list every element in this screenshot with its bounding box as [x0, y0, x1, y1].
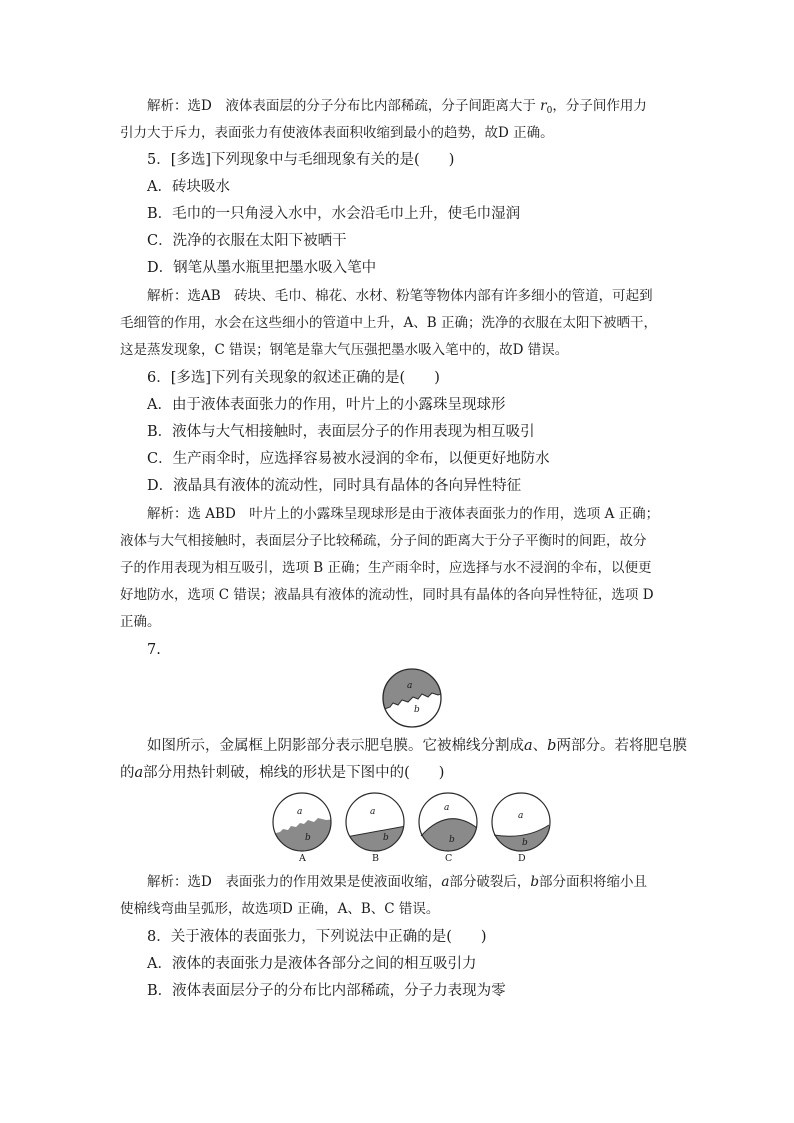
symbol-a: a	[134, 765, 144, 781]
q5-stem: 5．[多选]下列现象中与毛细现象有关的是( )	[147, 152, 455, 168]
q4-analysis-line-1	[147, 96, 707, 121]
q6-analysis-line-4: 好地防水，选项 C 错误；液晶具有液体的流动性，同时具有晶体的各向异性特征，选项 D	[120, 587, 654, 603]
q7-soap-film-figure	[380, 666, 444, 730]
q7-stem-text: 部分用热针刺破，棉线的形状是下图中的( )	[143, 765, 445, 781]
q7-stem-line-1	[147, 736, 707, 756]
q4-analysis-line-2: 引力大于斥力，表面张力有使液体表面积收缩到最小的趋势，故D 正确。	[120, 125, 554, 141]
option-a-figure	[268, 793, 336, 864]
option-b-label-b: b	[383, 833, 389, 843]
q4-analysis-text: 解析：选D 液体表面层的分子分布比内部稀疏，分子间距离大于	[147, 98, 536, 114]
q5-analysis-line-2: 毛细管的作用，水会在这些细小的管道中上升，A、B 正确；洗净的衣服在太阳下被晒干，	[120, 315, 657, 331]
option-b-figure	[346, 793, 408, 864]
option-a-label-a: a	[297, 807, 303, 817]
separator: 、	[532, 738, 548, 754]
option-d-figure	[490, 793, 554, 864]
r0-symbol: r	[540, 98, 547, 114]
q5-option-c: C．洗净的衣服在太阳下被晒干	[147, 233, 347, 249]
q6-analysis-line-5: 正确。	[120, 614, 161, 630]
label-a: a	[407, 681, 413, 691]
q7-analysis-text: 部分面积将缩小且	[539, 874, 648, 890]
q5-analysis-line-1: 解析：选AB 砖块、毛巾、棉花、水材、粉笔等物体内部有许多细小的管道，可起到	[147, 288, 653, 304]
q7-analysis-line-2: 使棉线弯曲呈弧形，故选项D 正确，A、B、C 错误。	[120, 901, 440, 917]
q7-options-figure	[268, 790, 568, 866]
q5-option-a: A．砖块吸水	[147, 179, 230, 195]
q7-stem-text: 如图所示，金属框上阴影部分表示肥皂膜。它被棉线分割成	[147, 738, 524, 754]
option-c-label-a: a	[444, 803, 450, 813]
option-a-caption: A	[299, 853, 306, 864]
q7-analysis-text: 部分破裂后，	[449, 874, 531, 890]
option-d-label-b: b	[522, 838, 528, 848]
q6-analysis-line-3: 子的作用表现为相互吸引，选项 B 正确；生产雨伞时，应选择与水不浸润的伞布，以便更	[120, 560, 652, 576]
q5-option-d: D．钢笔从墨水瓶里把墨水吸入笔中	[147, 260, 377, 276]
q6-analysis-line-1: 解析：选 ABD 叶片上的小露珠呈现球形是由于液体表面张力的作用，选项 A 正确；	[147, 506, 660, 522]
q4-analysis-text: ，分子间作用力	[552, 98, 647, 114]
option-d-caption: D	[518, 853, 526, 864]
q6-option-d: D．液晶具有液体的流动性，同时具有晶体的各向异性特征	[147, 478, 522, 494]
q6-stem: 6．[多选]下列有关现象的叙述正确的是( )	[147, 370, 440, 386]
q7-analysis-text: 解析：选D 表面张力的作用效果是使液面收缩，	[147, 874, 442, 890]
q7-analysis-line-1	[147, 872, 707, 892]
q8-option-b: B．液体表面层分子的分布比内部稀疏，分子力表现为零	[147, 983, 506, 999]
option-d-label-a: a	[518, 811, 524, 821]
q7-stem-text: 两部分。若将肥皂膜	[556, 738, 687, 754]
q6-option-c: C．生产雨伞时，应选择容易被水浸润的伞布，以便更好地防水	[147, 451, 550, 467]
q7-number: 7.	[147, 642, 161, 658]
symbol-b: b	[530, 874, 540, 890]
option-b-caption: B	[372, 853, 379, 864]
label-b: b	[414, 705, 420, 715]
r0-subscript: 0	[546, 106, 553, 116]
option-c-figure	[418, 793, 480, 864]
q8-stem: 8．关于液体的表面张力，下列说法中正确的是( )	[147, 929, 487, 945]
q7-stem-line-2	[120, 763, 680, 783]
q6-analysis-line-2: 液体与大气相接触时，表面层分子比较稀疏，分子间的距离大于分子平衡时的间距，故分	[120, 533, 647, 549]
q6-option-b: B．液体与大气相接触时，表面层分子的作用表现为相互吸引	[147, 424, 535, 440]
q5-option-b: B．毛巾的一只角浸入水中，水会沿毛巾上升，使毛巾湿润	[147, 206, 521, 222]
option-c-caption: C	[445, 853, 453, 864]
symbol-a: a	[441, 874, 450, 890]
q8-option-a: A．液体的表面张力是液体各部分之间的相互吸引力	[147, 956, 477, 972]
q6-option-a: A．由于液体表面张力的作用，叶片上的小露珠呈现球形	[147, 397, 506, 413]
option-c-label-b: b	[449, 835, 455, 845]
option-b-label-a: a	[370, 807, 376, 817]
option-a-label-b: b	[305, 833, 311, 843]
q7-stem-text: 的	[120, 765, 135, 781]
symbol-b: b	[547, 738, 557, 754]
q5-analysis-line-3: 这是蒸发现象，C 错误；钢笔是靠大气压强把墨水吸入笔中的，故D 错误。	[120, 342, 569, 358]
symbol-a: a	[524, 738, 533, 754]
